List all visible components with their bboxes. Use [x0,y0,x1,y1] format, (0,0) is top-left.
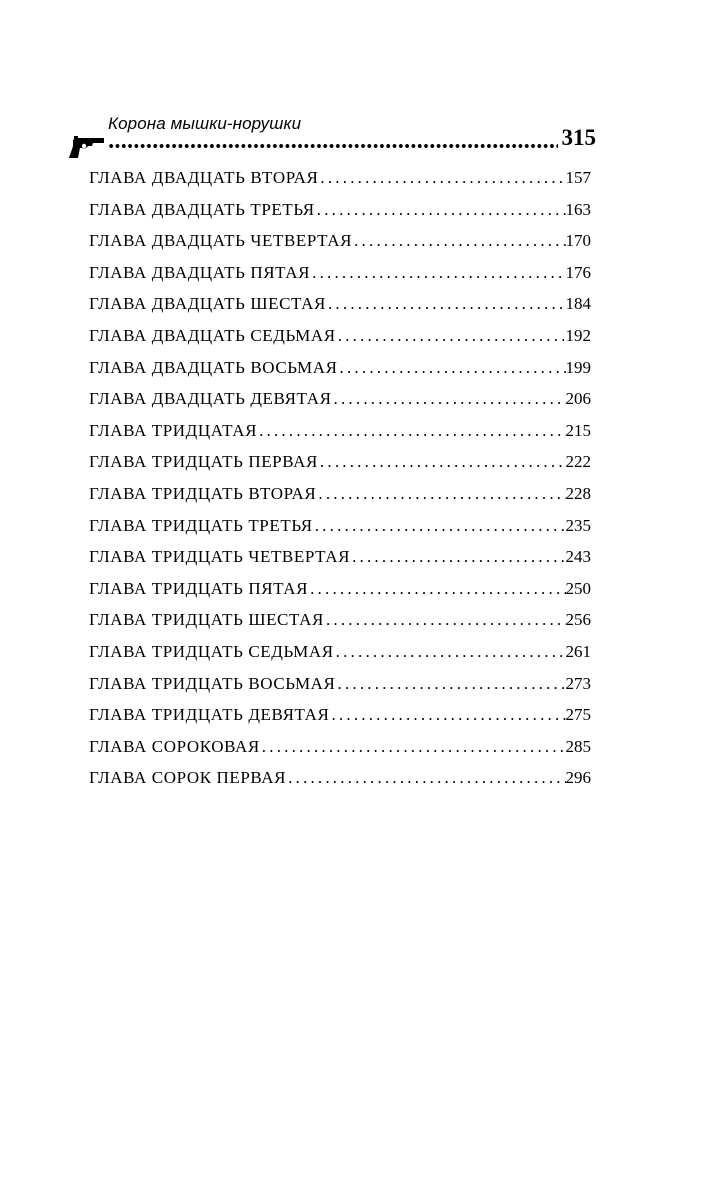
toc-entry-title: ГЛАВА ДВАДЦАТЬ ПЯТАЯ [89,262,311,282]
toc-entry-title: ГЛАВА ДВАДЦАТЬ ТРЕТЬЯ [89,199,315,219]
toc-entry-title: ГЛАВА ТРИДЦАТЬ ВОСЬМАЯ [89,673,336,693]
toc-entry-page: 199 [565,357,591,377]
toc-entry-title: ГЛАВА ДВАДЦАТЬ ДЕВЯТАЯ [89,389,332,409]
toc-entry [89,484,591,516]
toc-entry [89,421,591,453]
toc-entry-page: 235 [565,515,591,535]
toc-dot-leader [288,768,565,788]
toc-entry-page: 170 [565,231,591,251]
toc-entry-page: 275 [565,705,591,725]
toc-dot-leader [320,168,565,188]
toc-entry-page: 222 [565,452,591,472]
toc-entry [89,358,591,390]
toc-entry-page: 215 [565,420,591,440]
toc-dot-leader [315,516,566,536]
toc-dot-leader [338,326,566,346]
toc-entry-title: ГЛАВА ТРИДЦАТЬ ВТОРАЯ [89,483,317,503]
toc-entry [89,516,591,548]
toc-entry-page: 273 [565,673,591,693]
toc-entry-title: ГЛАВА ТРИДЦАТЬ ТРЕТЬЯ [89,515,313,535]
toc-entry [89,705,591,737]
toc-entry-title: ГЛАВА ТРИДЦАТЬ ПЕРВАЯ [89,452,318,472]
toc-dot-leader [354,231,565,251]
toc-dot-leader [312,263,565,283]
toc-dot-leader [334,389,566,409]
toc-entry-page: 228 [565,483,591,503]
toc-entry-page: 184 [565,294,591,314]
toc-entry [89,326,591,358]
toc-entry-page: 261 [565,641,591,661]
page-header [68,114,598,162]
toc-entry [89,294,591,326]
toc-dot-leader [262,737,566,757]
running-title: Корона мышки-норушки [108,114,302,133]
toc-entry-title: ГЛАВА ДВАДЦАТЬ ВТОРАЯ [89,168,319,187]
toc-dot-leader [336,642,566,662]
toc-entry [89,200,591,232]
header-dotted-rule [108,141,558,151]
toc-entry-page: 163 [565,199,591,219]
toc-entry-page: 157 [565,168,591,187]
revolver-icon [68,134,106,160]
toc-entry-page: 243 [565,547,591,567]
toc-entry [89,674,591,706]
toc-entry [89,579,591,611]
toc-dot-leader [328,294,566,314]
toc-dot-leader [259,421,565,441]
toc-entry-title: ГЛАВА ДВАДЦАТЬ СЕДЬМАЯ [89,325,336,345]
toc-entry-page: 250 [565,578,591,598]
toc-entry-page: 206 [565,389,591,409]
toc-entry-page: 256 [565,610,591,630]
toc-dot-leader [338,674,566,694]
toc-entry-title: ГЛАВА ДВАДЦАТЬ ВОСЬМАЯ [89,357,338,377]
toc-entry-title: ГЛАВА ДВАДЦАТЬ ШЕСТАЯ [89,294,326,314]
toc-entry-title: ГЛАВА ДВАДЦАТЬ ЧЕТВЕРТАЯ [89,231,353,251]
toc-entry [89,547,591,579]
toc-entry-page: 192 [565,325,591,345]
toc-entry-page: 176 [565,262,591,282]
toc-entry-title: ГЛАВА ТРИДЦАТЬ ПЯТАЯ [89,578,309,598]
toc-entry [89,610,591,642]
toc-dot-leader [331,705,565,725]
toc-entry-title: ГЛАВА СОРОК ПЕРВАЯ [89,768,287,788]
toc-entry-title: ГЛАВА ТРИДЦАТЬ СЕДЬМАЯ [89,641,334,661]
toc-entry [89,452,591,484]
toc-dot-leader [320,452,566,472]
toc-entry-title: ГЛАВА ТРИДЦАТАЯ [89,420,258,440]
toc-entry [89,737,591,769]
toc-entry [89,263,591,295]
page-number: 315 [561,125,596,150]
toc-dot-leader [310,579,565,599]
toc-dot-leader [340,358,566,378]
toc-entry-title: ГЛАВА ТРИДЦАТЬ ЧЕТВЕРТАЯ [89,547,351,567]
toc-entry [89,642,591,674]
toc-dot-leader [318,484,565,504]
toc-entry-title: ГЛАВА СОРОКОВАЯ [89,736,260,756]
toc-dot-leader [317,200,566,220]
toc-entry [89,231,591,263]
toc-entry-title: ГЛАВА ТРИДЦАТЬ ДЕВЯТАЯ [89,705,330,725]
toc-entry-title: ГЛАВА ТРИДЦАТЬ ШЕСТАЯ [89,610,324,630]
toc-entry [89,168,591,200]
table-of-contents [89,168,591,800]
toc-entry [89,768,591,800]
toc-entry-page: 285 [565,736,591,756]
toc-entry [89,389,591,421]
toc-dot-leader [326,610,566,630]
toc-entry-page: 296 [565,768,591,788]
toc-dot-leader [352,547,565,567]
